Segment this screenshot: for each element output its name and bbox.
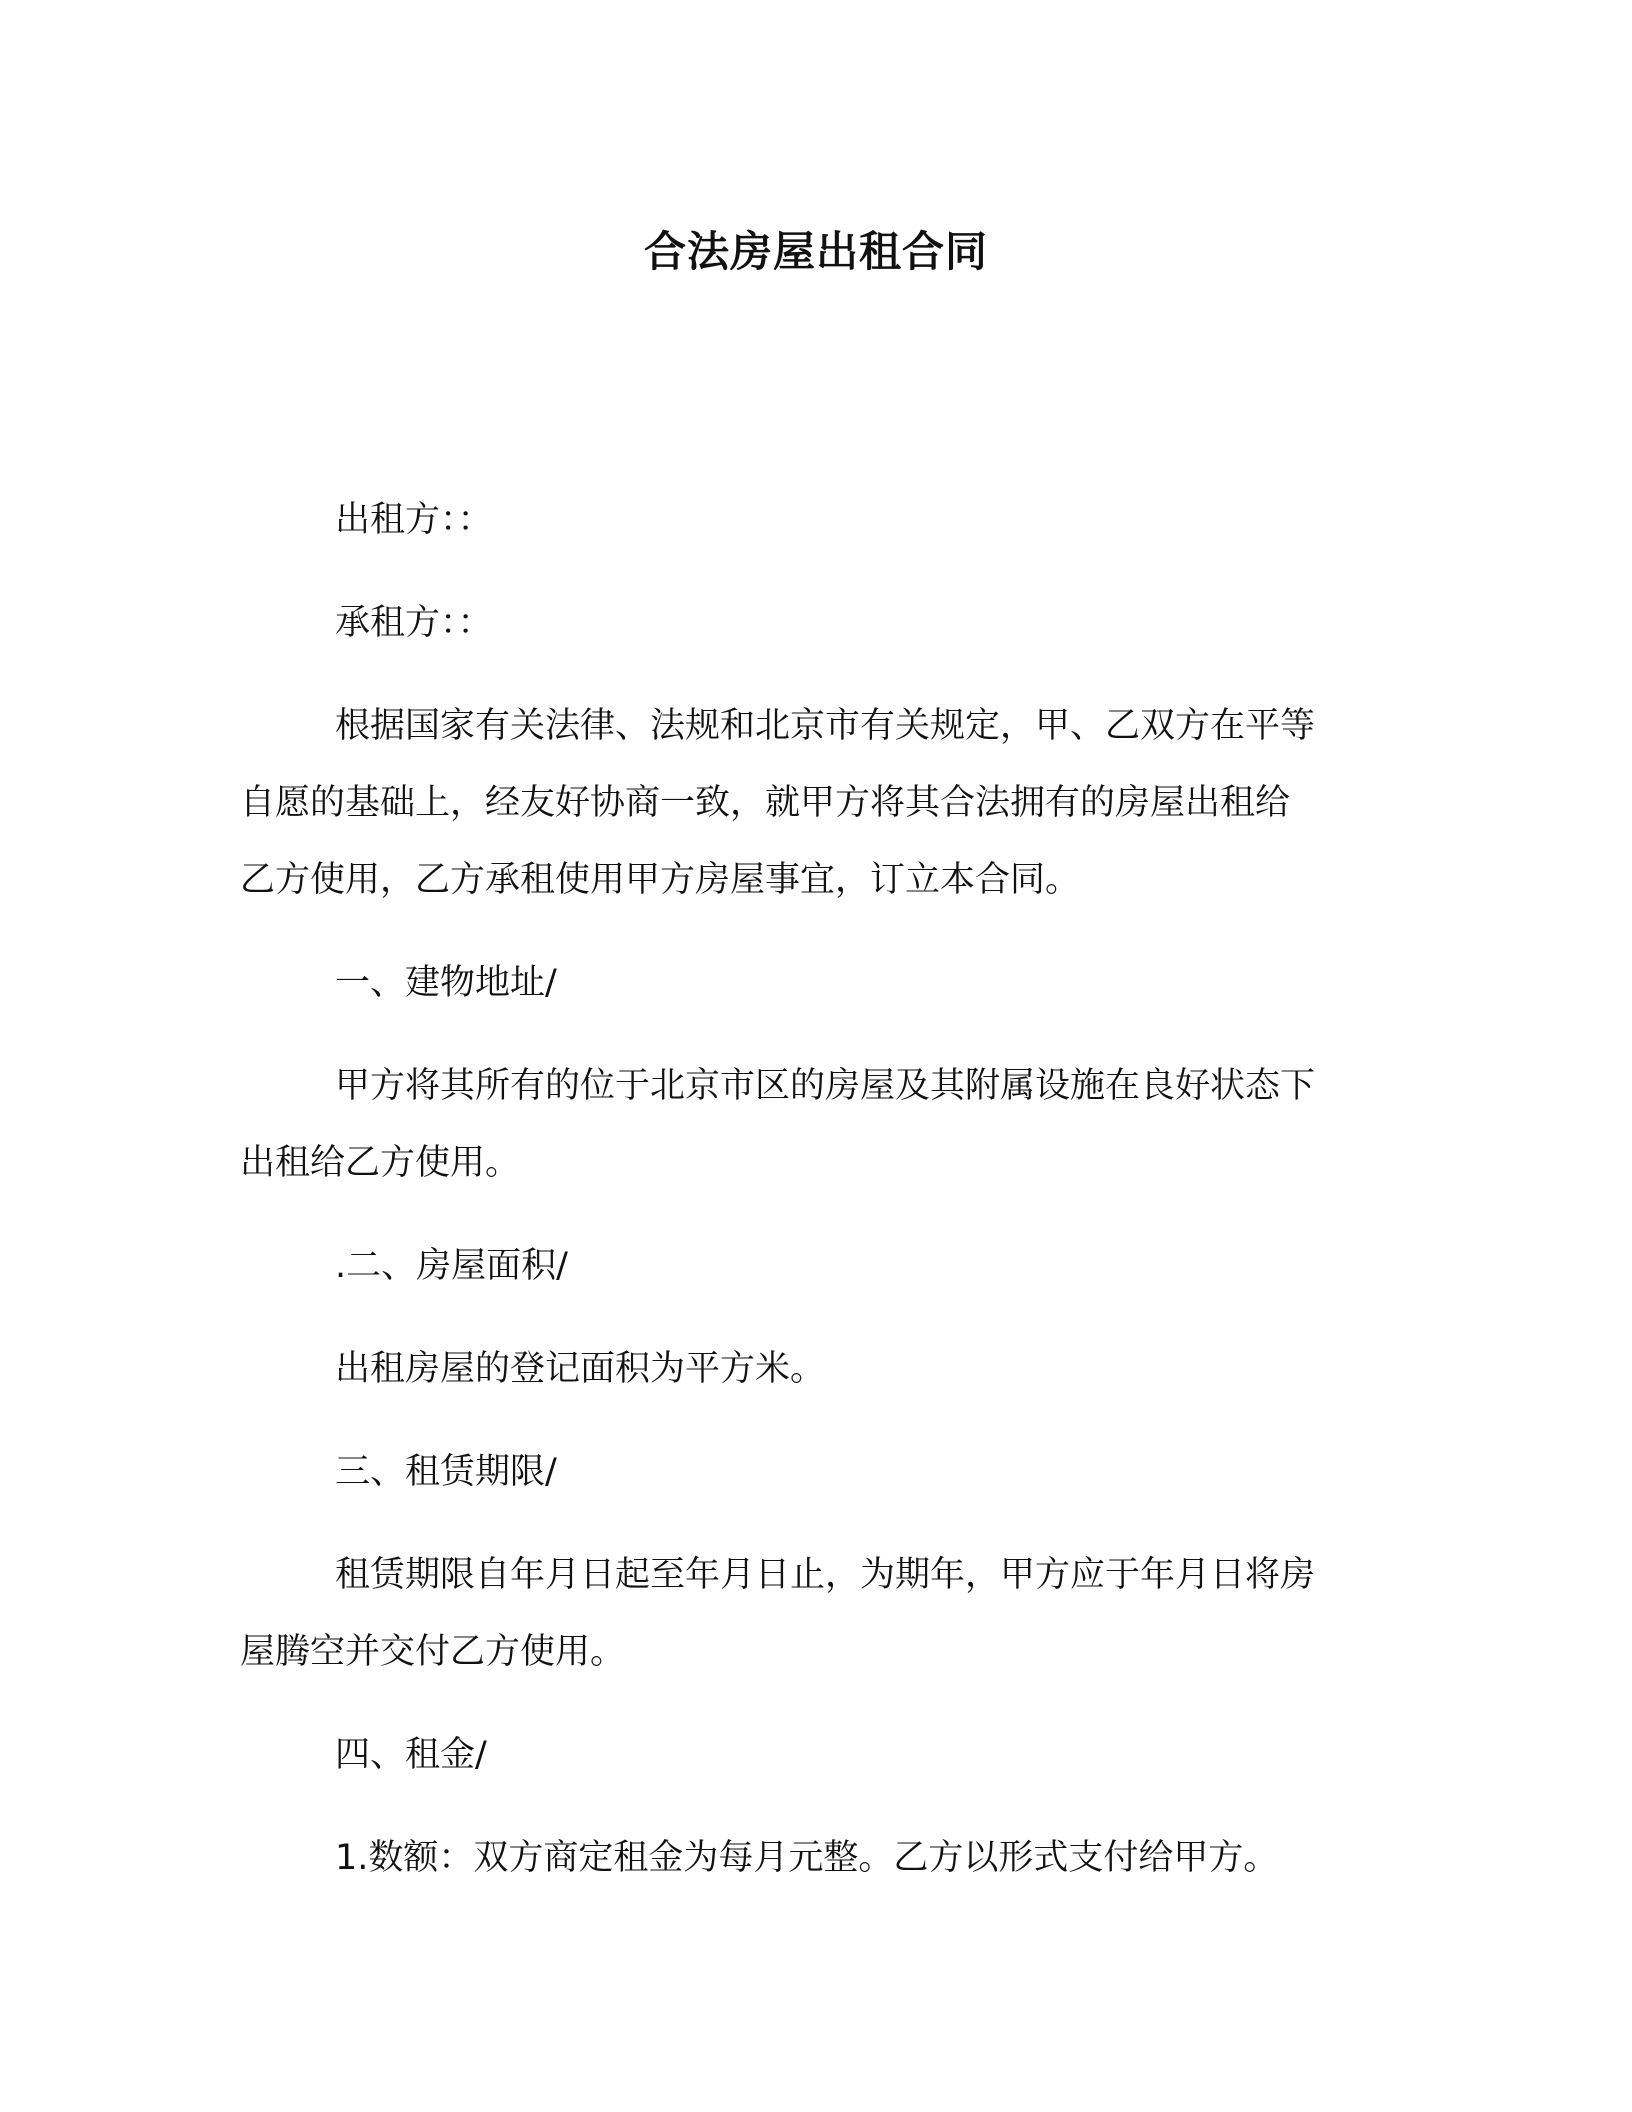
section-heading-area: .二、房屋面积/ — [335, 1246, 568, 1286]
lessee-label: 承租方：： — [335, 603, 493, 643]
section-heading-address: 一、建物地址/ — [335, 963, 557, 1003]
document-title: 合法房屋出租合同 — [643, 227, 988, 276]
section-body-line: 屋腾空并交付乙方使用。 — [240, 1632, 626, 1672]
section-item-amount: 1.数额：双方商定租金为每月元整。乙方以形式支付给甲方。 — [335, 1838, 1279, 1878]
preamble-line: 乙方使用，乙方承租使用甲方房屋事宜，订立本合同。 — [240, 860, 1081, 900]
section-body-line: 甲方将其所有的位于北京市区的房屋及其附属设施在良好状态下 — [335, 1066, 1316, 1106]
section-body-line: 租赁期限自年月日起至年月日止，为期年，甲方应于年月日将房 — [335, 1555, 1316, 1595]
preamble-line: 自愿的基础上，经友好协商一致，就甲方将其合法拥有的房屋出租给 — [240, 783, 1291, 823]
lessor-label: 出租方：： — [335, 500, 493, 540]
section-body-line: 出租给乙方使用。 — [240, 1143, 521, 1183]
preamble-line: 根据国家有关法律、法规和北京市有关规定，甲、乙双方在平等 — [335, 706, 1316, 746]
section-heading-term: 三、租赁期限/ — [335, 1452, 557, 1492]
section-heading-rent: 四、租金/ — [335, 1735, 487, 1775]
section-body-line: 出租房屋的登记面积为平方米。 — [335, 1349, 826, 1389]
